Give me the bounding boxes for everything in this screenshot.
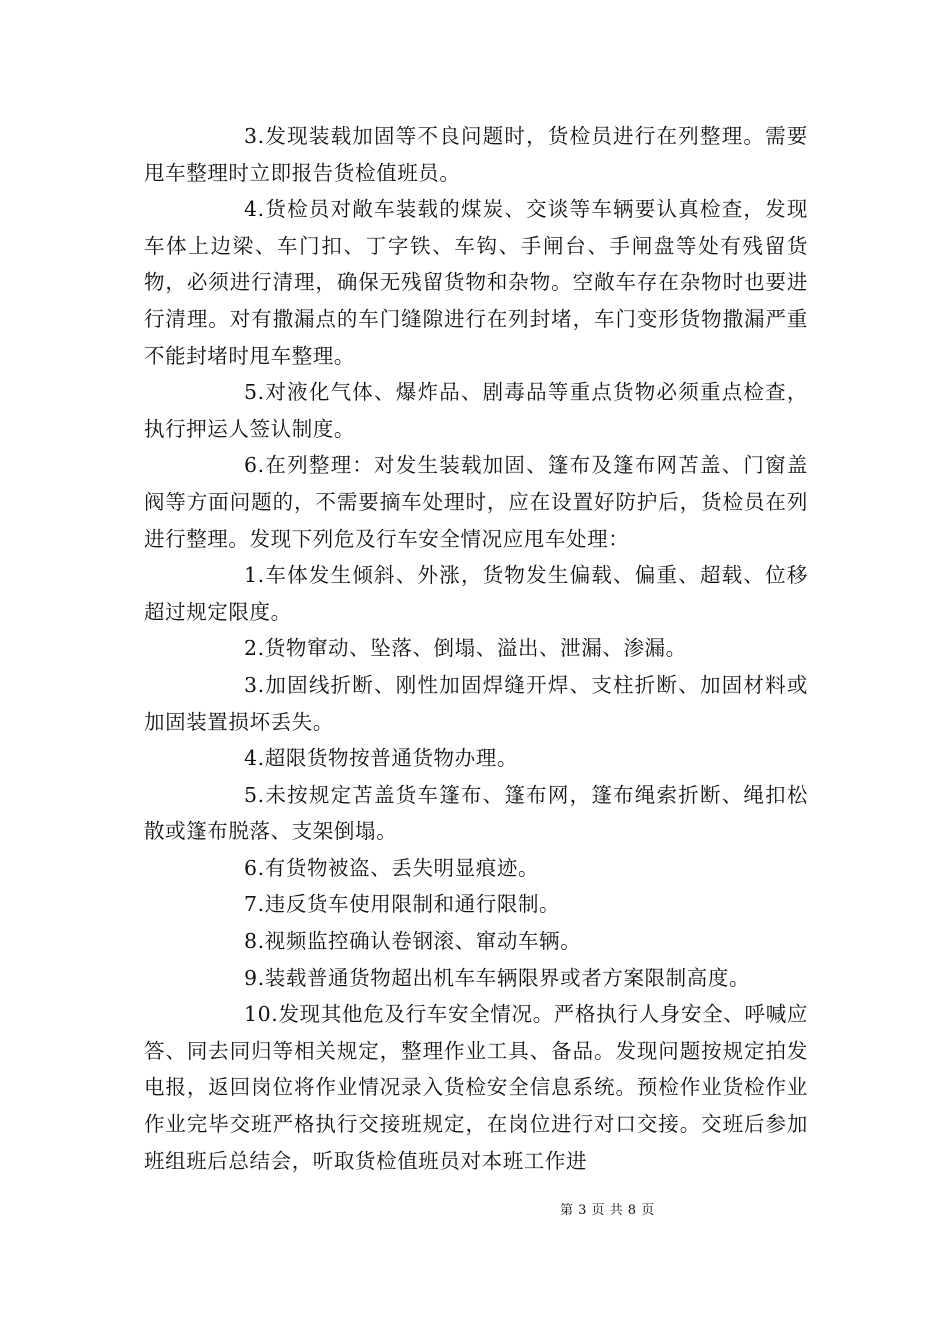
list-item-6: 6.有货物被盗、丢失明显痕迹。 (244, 855, 540, 880)
list-item-4: 4.超限货物按普通货物办理。 (244, 746, 518, 771)
list-item-8: 8.视频监控确认卷钢滚、窜动车辆。 (244, 929, 582, 954)
paragraph-item-4: 4.货检员对敞车装载的煤炭、交谈等车辆要认真检查，发现车体上边梁、车门扣、丁字铁、车钩、手闸台、手闸盘等处有残留货物，必须进行清理，确保无残留货物和杂物。空敞车存在杂物时也要进行清理。对有撒漏点的车门缝隙进行在列封堵，车门变形货物撒漏严重不能封堵时甩车整理。 (144, 197, 808, 368)
paragraph-item-3: 3.发现装载加固等不良问题时，货检员进行在列整理。需要甩车整理时立即报告货检值班员。 (144, 124, 808, 185)
paragraph-item-6: 6.在列整理：对发生装载加固、篷布及篷布网苫盖、门窗盖阀等方面问题的，不需要摘车处理时，应在设置好防护后，货检员在列进行整理。发现下列危及行车安全情况应甩车处理： (144, 453, 808, 551)
list-item-9: 9.装载普通货物超出机车车辆限界或者方案限制高度。 (244, 965, 751, 990)
list-item-3: 3.加固线折断、刚性加固焊缝开焊、支柱折断、加固材料或加固装置损坏丢失。 (144, 672, 808, 734)
page-number: 第 3 页 共 8 页 (560, 1203, 655, 1218)
document-body (144, 118, 808, 1179)
list-item-2: 2.货物窜动、坠落、倒塌、溢出、泄漏、渗漏。 (244, 636, 687, 661)
list-item-7: 7.违反货车使用限制和通行限制。 (244, 892, 561, 917)
list-item-1: 1.车体发生倾斜、外涨，货物发生偏载、偏重、超载、位移超过规定限度。 (144, 563, 808, 624)
paragraph-item-5: 5.对液化气体、爆炸品、剧毒品等重点货物必须重点检查，执行押运人签认制度。 (144, 380, 808, 441)
list-item-10: 10.发现其他危及行车安全情况。严格执行人身安全、呼喊应答、同去同归等相关规定，整理作业工具、备品。发现问题按规定拍发电报，返回岗位将作业情况录入货检安全信息系统。预检作业货检作业作业完毕交班严格执行交接班规定，在岗位进行对口交接。交班后参加班组班后总结会，听取货检值班员对本班工作进 (144, 1002, 808, 1173)
list-item-5: 5.未按规定苫盖货车篷布、篷布网，篷布绳索折断、绳扣松散或篷布脱落、支架倒塌。 (144, 782, 808, 844)
